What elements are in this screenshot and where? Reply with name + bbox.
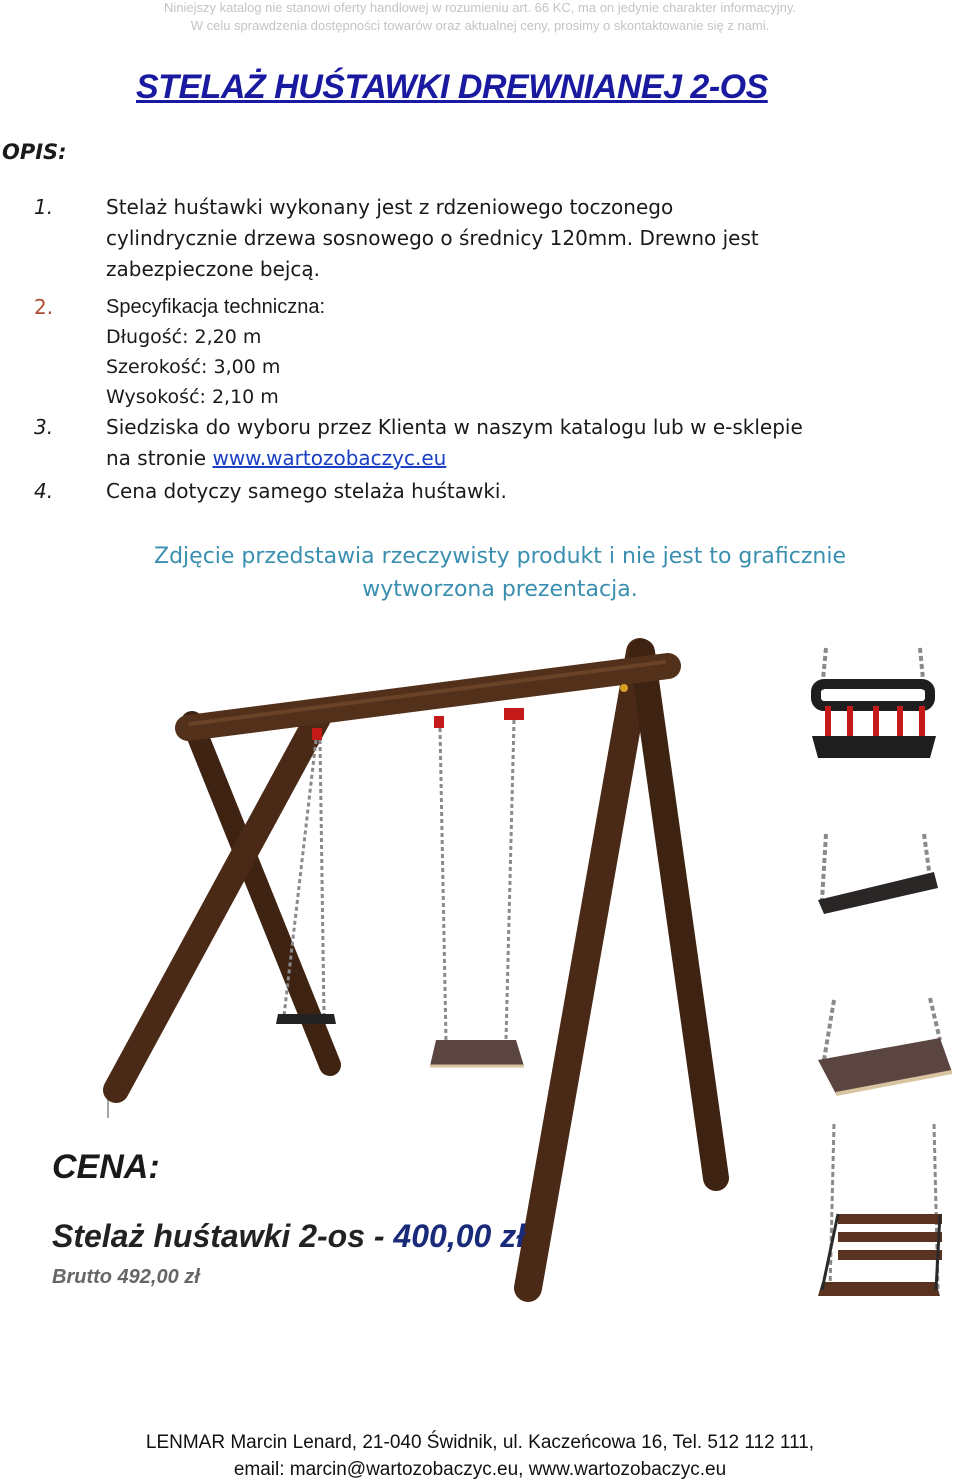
footer-line-1: LENMAR Marcin Lenard, 21-040 Świdnik, ul. Kaczeńcowa 16, Tel. 512 112 111, — [145, 1432, 815, 1453]
item-text-line: Siedziska do wyboru przez Klienta w naszym katalogu lub w e-sklepie — [106, 415, 803, 439]
price-product: Stelaż huśtawki 2-os - — [52, 1218, 394, 1254]
price-value: 400,00 zł — [393, 1218, 526, 1254]
bucket-seat-photo — [812, 648, 936, 758]
photo-note-line: Zdjęcie przedstawia rzeczywisty produkt i nie jest to graficznie — [154, 544, 846, 569]
swing-frame-photo — [108, 652, 724, 1288]
item-text-line: Szerokość: 3,00 m — [106, 356, 281, 378]
wide-seat-photo — [818, 998, 952, 1094]
price-line — [52, 1218, 525, 1255]
shop-link[interactable]: www.wartozobaczyc.eu — [212, 446, 447, 470]
disclaimer-line-2: W celu sprawdzenia dostępności towarów oraz aktualnej ceny, prosimy o skontaktowanie się z nami. — [190, 18, 770, 33]
item-number: 2. — [34, 295, 54, 319]
item-text-line: Cena dotyczy samego stelaża huśtawki. — [106, 479, 507, 503]
price-label: CENA: — [52, 1148, 160, 1186]
item-text-line: zabezpieczone bejcą. — [106, 257, 321, 281]
price-brutto: Brutto 492,00 zł — [52, 1266, 200, 1288]
item-text-line: cylindrycznie drzewa sosnowego o średnicy 120mm. Drewno jest — [106, 226, 759, 250]
item-text-line: Wysokość: 2,10 m — [106, 386, 279, 408]
item-text-line: Stelaż huśtawki wykonany jest z rdzeniowego toczonego — [106, 195, 674, 219]
opis-label: OPIS: — [2, 140, 67, 164]
item-text-line: Specyfikacja techniczna: — [106, 296, 326, 318]
item-text-prefix: na stronie — [106, 446, 213, 470]
item-number: 3. — [34, 415, 54, 439]
bench-seat-photo — [818, 1124, 942, 1296]
item-text-line: Długość: 2,20 m — [106, 326, 262, 348]
page-title: STELAŻ HUŚTAWKI DREWNIANEJ 2-OS — [136, 68, 768, 106]
footer-line-2: email: marcin@wartozobaczyc.eu, www.wartozobaczyc.eu — [233, 1459, 727, 1480]
item-number: 4. — [34, 479, 54, 503]
item-number: 1. — [34, 195, 54, 219]
flat-seat-photo — [818, 834, 938, 914]
disclaimer-line-1: Niniejszy katalog nie stanowi oferty handlowej w rozumieniu art. 66 KC, ma on jedynie charakter informacyjny. — [164, 0, 796, 15]
photo-note-line: wytworzona prezentacja. — [362, 577, 638, 602]
